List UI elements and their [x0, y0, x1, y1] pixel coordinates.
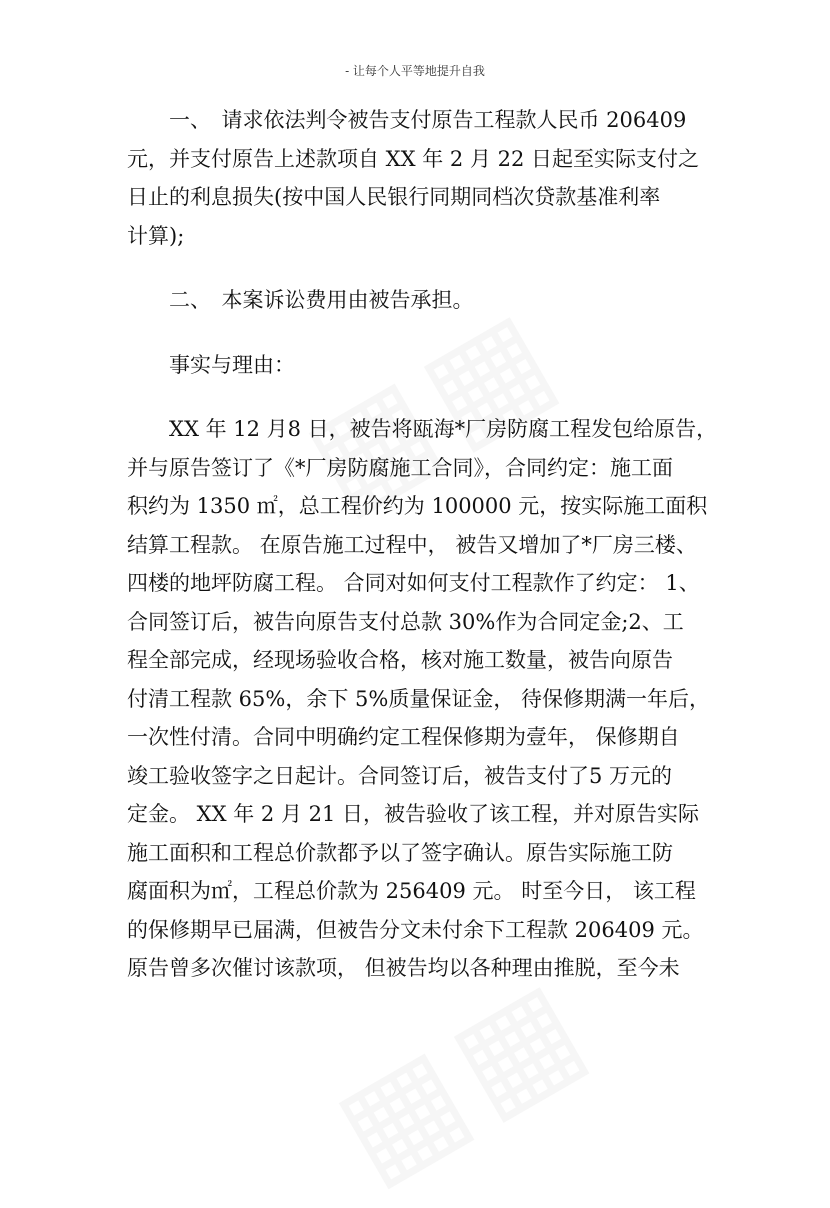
text-line: 施工面积和工程总价款都予以了签字确认。原告实际施工防	[127, 840, 673, 865]
text-line: 计算);	[127, 223, 185, 248]
page-header: - 让每个人平等地提升自我	[345, 64, 485, 78]
paragraph-claim-2	[127, 281, 714, 320]
text-line: 日止的利息损失(按中国人民银行同期同档次贷款基准利率	[127, 185, 661, 209]
text-line: XX 年 12 月8 日，被告将瓯海*厂房防腐工程发包给原告，	[127, 417, 718, 441]
text-line: 原告曾多次催讨该款项， 但被告均以各种理由推脱，至今未	[127, 956, 680, 980]
text-line: 付清工程款 65%，余下 5%质量保证金， 待保修期满一年后，	[127, 686, 711, 711]
text-line: 元，并支付原告上述款项自 XX 年 2 月 22 日起至实际支付之	[127, 146, 700, 171]
text-line: 竣工验收签字之日起计。合同签订后，被告支付了5 万元的	[127, 763, 673, 788]
text-line: 一次性付清。合同中明确约定工程保修期为壹年， 保修期自	[127, 725, 680, 749]
text-line: 结算工程款。 在原告施工过程中， 被告又增加了*厂房三楼、	[127, 532, 697, 557]
text-line: 积约为 1350 ㎡，总工程价约为 100000 元，按实际施工面积	[127, 494, 708, 518]
text-line: 的保修期早已届满，但被告分文未付余下工程款 206409 元。	[127, 917, 704, 942]
text-line: 定金。 XX 年 2 月 21 日，被告验收了该工程，并对原告实际	[127, 802, 700, 826]
text-line: 程全部完成，经现场验收合格，核对施工数量，被告向原告	[127, 648, 673, 672]
text-line: 腐面积为㎡，工程总价款为 256409 元。 时至今日， 该工程	[127, 879, 696, 903]
text-line: 合同签订后，被告向原告支付总款 30%作为合同定金;2、工	[127, 609, 684, 634]
text-line: 事实与理由：	[127, 352, 295, 377]
paragraph-facts	[127, 410, 718, 988]
document-body	[127, 101, 718, 988]
text-line: 二、 本案诉讼费用由被告承担。	[127, 288, 474, 312]
text-line: 四楼的地坪防腐工程。 合同对如何支付工程款作了约定： 1、	[127, 571, 700, 595]
text-line: 并与原告签订了《*厂房防腐施工合同》，合同约定：施工面	[127, 455, 673, 480]
paragraph-claim-1	[127, 101, 714, 255]
text-line: 一、 请求依法判令被告支付原告工程款人民币 206409	[127, 108, 687, 132]
section-heading-facts	[127, 346, 714, 385]
